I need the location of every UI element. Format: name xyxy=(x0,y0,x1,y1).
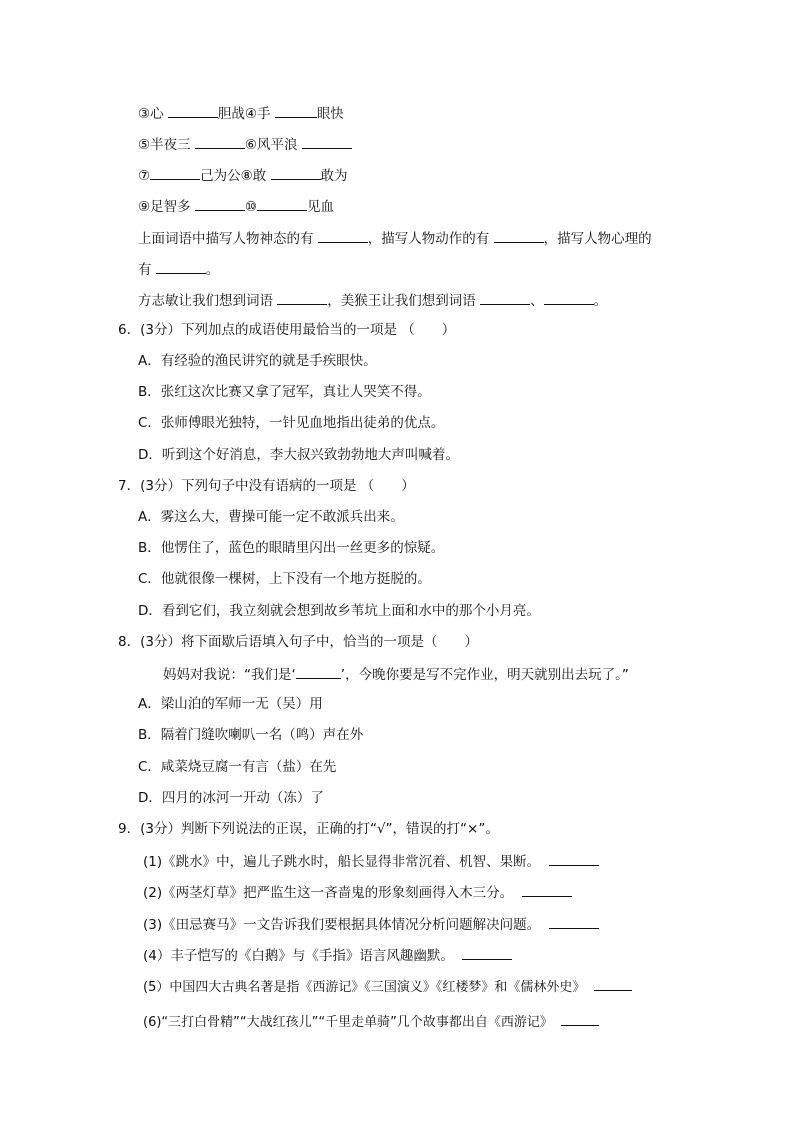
text: ，描写人物心理的 xyxy=(543,231,652,247)
text: 上面词语中描写人物神态的有 xyxy=(138,231,314,247)
text: ⑩ xyxy=(244,199,258,215)
answer-blank[interactable] xyxy=(549,851,599,866)
text: 敢为 xyxy=(320,168,348,184)
answer-blank[interactable] xyxy=(277,290,327,305)
answer-blank[interactable] xyxy=(257,196,307,211)
question-8-option-b[interactable]: B．隔着门缝吹喇叭一名（鸣）声在外 xyxy=(138,727,364,743)
answer-blank[interactable] xyxy=(271,165,321,180)
answer-blank[interactable] xyxy=(549,914,599,929)
question-9-item-5 xyxy=(143,976,632,997)
answer-blank[interactable] xyxy=(296,664,341,679)
answer-blank[interactable] xyxy=(150,165,200,180)
question-8-stem: 8．(3分）将下面歇后语填入句子中，恰当的一项是（ ） xyxy=(118,634,478,650)
question-6-option-b[interactable]: B．张红这次比赛又拿了冠军，真让人哭笑不得。 xyxy=(138,384,431,400)
answer-blank[interactable] xyxy=(195,196,245,211)
text: 方志敏让我们想到词语 xyxy=(138,293,273,309)
category-line-2 xyxy=(138,259,219,279)
text: 胆战④手 xyxy=(217,106,271,122)
text: ⑤半夜三 xyxy=(138,137,191,153)
text: (2)《两茎灯草》把严监生这一吝啬鬼的形象刻画得入木三分。 xyxy=(143,885,514,901)
text: 。 xyxy=(593,293,608,309)
question-9-item-2 xyxy=(143,882,572,902)
answer-blank[interactable] xyxy=(594,976,632,991)
text: ⑨足智多 xyxy=(138,199,191,215)
text: 妈妈对我说：“我们是‘ xyxy=(163,667,296,683)
idiom-line-4 xyxy=(138,196,334,216)
question-6-option-d[interactable]: D．听到这个好消息，李大叔兴致勃勃地大声叫喊着。 xyxy=(138,447,459,463)
text: ③心 xyxy=(138,106,164,122)
question-7-option-c[interactable]: C．他就很像一棵树，上下没有一个地方挺脱的。 xyxy=(138,571,431,587)
answer-blank[interactable] xyxy=(494,228,544,243)
question-9-item-3 xyxy=(143,914,599,934)
text: 己为公⑧敢 xyxy=(200,168,267,184)
answer-blank[interactable] xyxy=(168,103,218,118)
question-7-option-a[interactable]: A．雾这么大，曹操可能一定不敢派兵出来。 xyxy=(138,509,404,525)
text: ⑦ xyxy=(138,168,151,184)
text: 有 xyxy=(138,262,152,278)
text: ，描写人物动作的有 xyxy=(367,231,490,247)
question-7-option-d[interactable]: D．看到它们，我立刻就会想到故乡苇坑上面和水中的那个小月亮。 xyxy=(138,603,540,619)
text: ，美猴王让我们想到词语 xyxy=(327,293,476,309)
question-6-option-a[interactable]: A．有经验的渔民讲究的就是手疾眼快。 xyxy=(138,353,377,369)
answer-blank[interactable] xyxy=(522,882,572,897)
idiom-line-3 xyxy=(138,165,348,185)
text: 、 xyxy=(530,293,544,309)
text: ⑥风平浪 xyxy=(244,137,298,153)
answer-blank[interactable] xyxy=(195,134,245,149)
category-line xyxy=(138,228,652,248)
idiom-line-1 xyxy=(138,103,344,123)
answer-blank[interactable] xyxy=(318,228,368,243)
answer-blank[interactable] xyxy=(480,290,530,305)
text: 见血 xyxy=(307,199,335,215)
answer-blank[interactable] xyxy=(544,290,594,305)
question-7-option-b[interactable]: B．他愣住了，蓝色的眼睛里闪出一丝更多的惊疑。 xyxy=(138,540,445,556)
answer-blank[interactable] xyxy=(275,103,317,118)
text: (5）中国四大古典名著是指《西游记》《三国演义》《红楼梦》和《儒林外史》 xyxy=(143,980,586,995)
question-9-item-4 xyxy=(143,945,512,965)
answer-blank[interactable] xyxy=(462,945,512,960)
text: 。 xyxy=(205,262,220,278)
question-8-option-a[interactable]: A．梁山泊的军师一无（吴）用 xyxy=(138,696,323,712)
question-7-stem: 7．(3分）下列句子中没有语病的一项是 （ ） xyxy=(118,478,415,494)
answer-blank[interactable] xyxy=(156,259,206,274)
idiom-line-2 xyxy=(138,134,352,154)
question-8-option-c[interactable]: C．咸菜烧豆腐一有言（盐）在先 xyxy=(138,759,337,775)
answer-blank[interactable] xyxy=(302,134,352,149)
question-9-item-1 xyxy=(143,851,599,871)
text: (1)《跳水》中，遍儿子跳水时，船长显得非常沉着、机智、果断。 xyxy=(143,854,541,870)
association-line xyxy=(138,290,607,310)
text: (6)“三打白骨精”“大战红孩儿”“千里走单骑”几个故事都出自《西游记》 xyxy=(143,1015,553,1030)
question-8-option-d[interactable]: D．四月的冰河一开动（冻）了 xyxy=(138,790,324,806)
question-6-option-c[interactable]: C．张师傅眼光独特，一针见血地指出徒弟的优点。 xyxy=(138,415,445,431)
question-9-item-6 xyxy=(143,1011,599,1032)
text: (3)《田忌赛马》一文告诉我们要根据具体情况分析问题解决问题。 xyxy=(143,917,541,933)
text: 眼快 xyxy=(316,106,344,122)
question-8-sentence xyxy=(163,664,629,684)
text: ’，今晚你要是写不完作业，明天就别出去玩了。” xyxy=(340,667,629,683)
question-6-stem: 6．(3分）下列加点的成语使用最恰当的一项是 （ ） xyxy=(118,322,456,338)
text: (4）丰子恺写的《白鹅》与《手指》语言风趣幽默。 xyxy=(143,948,454,964)
question-9-stem: 9．(3分）判断下列说法的正误，正确的打“√”，错误的打“×”。 xyxy=(118,821,499,837)
answer-blank[interactable] xyxy=(561,1011,599,1026)
